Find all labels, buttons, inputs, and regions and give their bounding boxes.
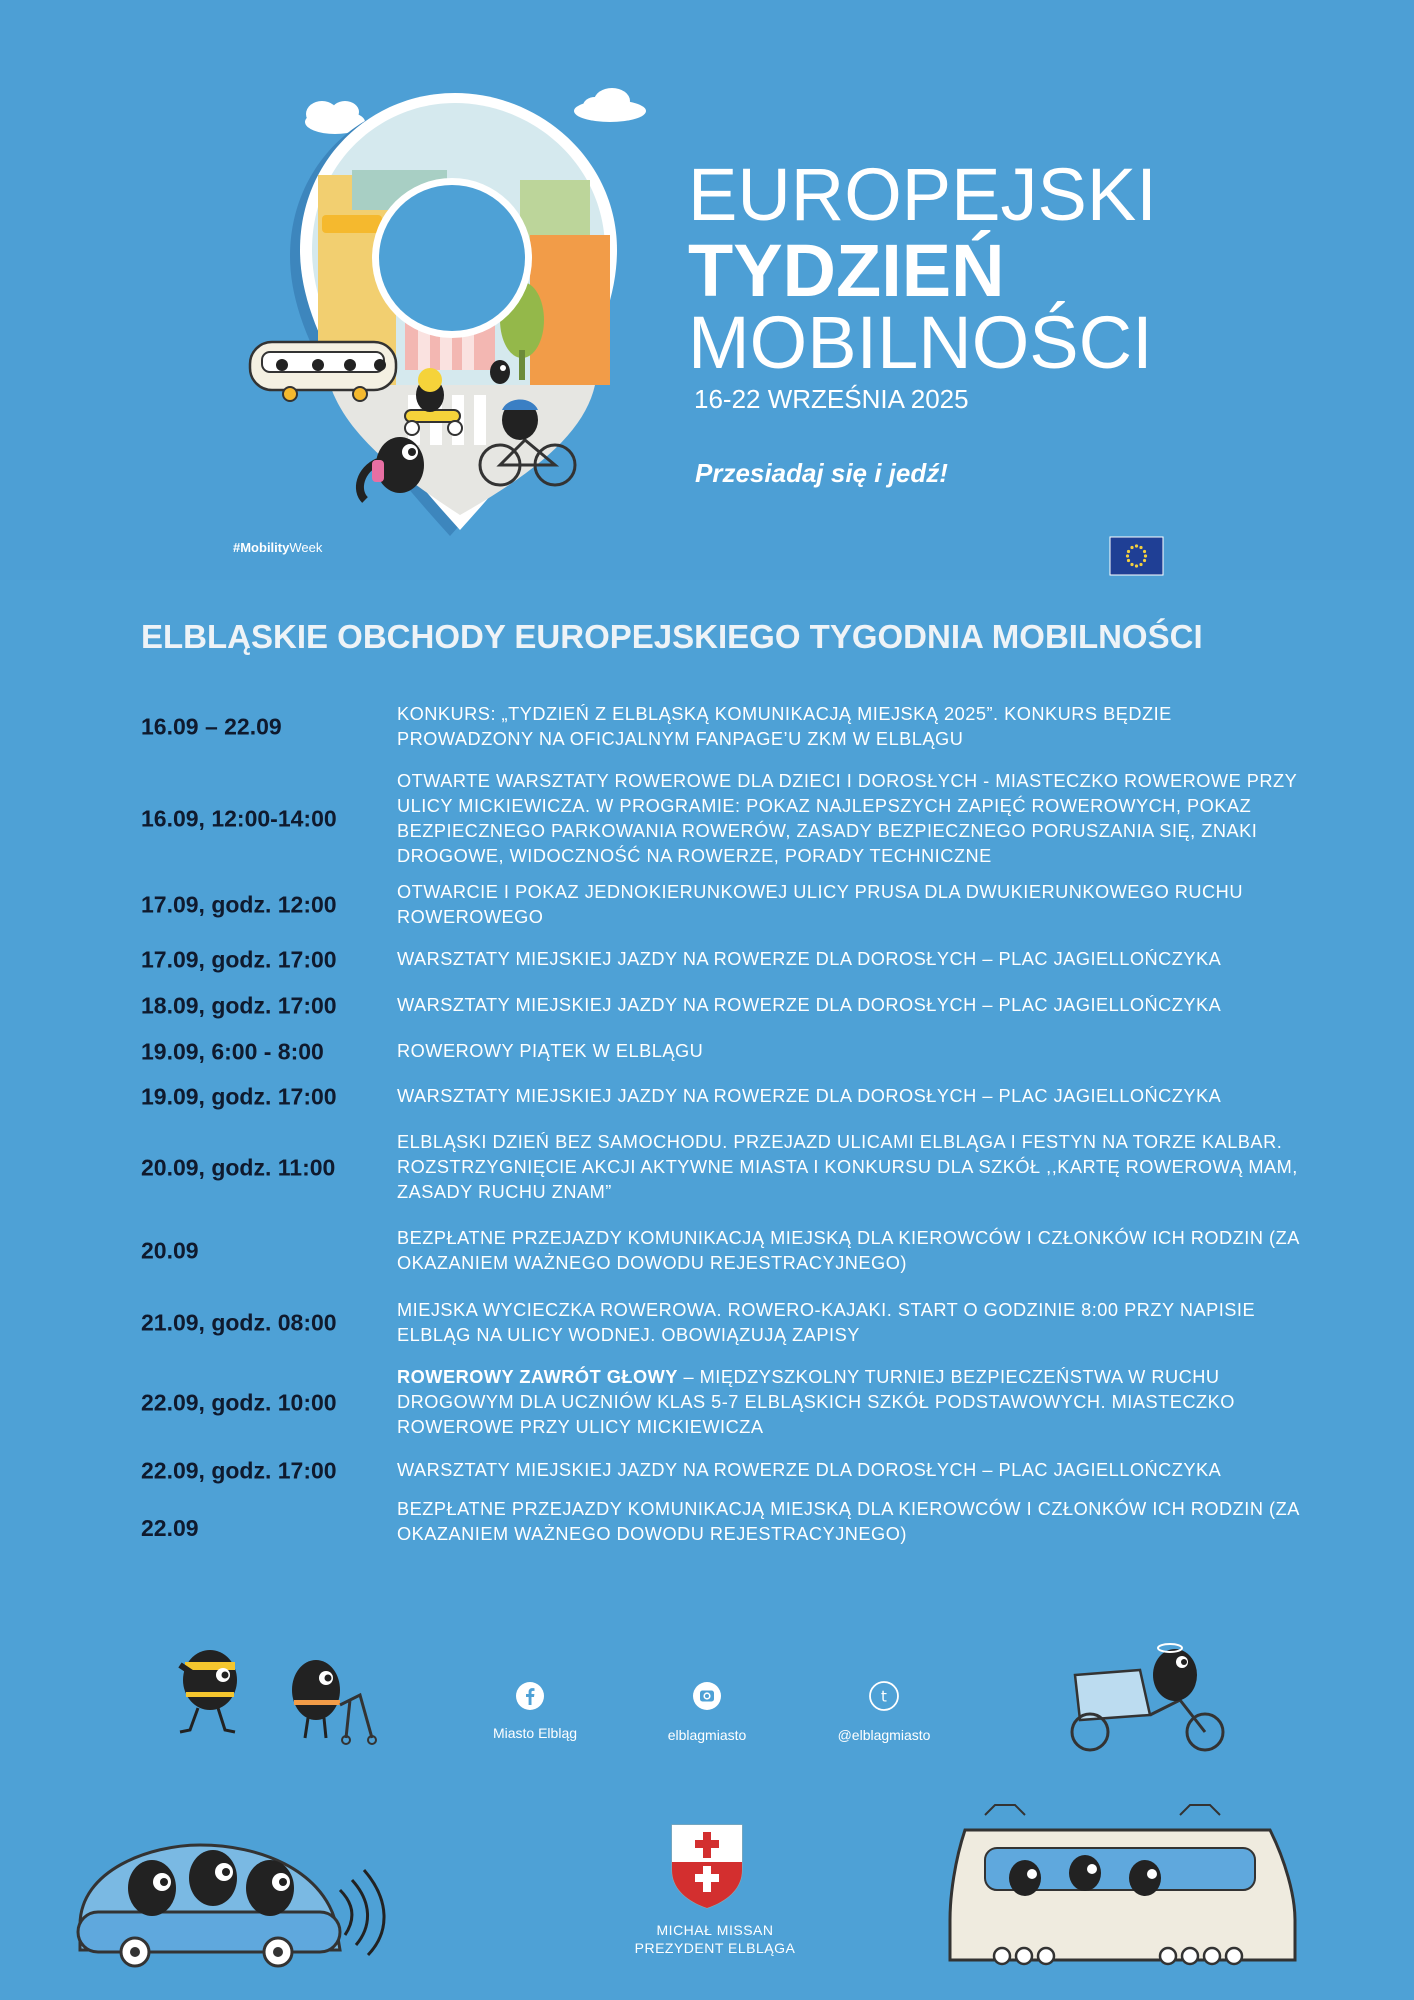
schedule-description-bold: ROWEROWY ZAWRÓT GŁOWY bbox=[397, 1367, 678, 1387]
eu-flag-icon bbox=[1110, 537, 1163, 575]
mayor-signature bbox=[600, 1921, 830, 1957]
tumblr-link[interactable] bbox=[869, 1681, 899, 1716]
facebook-label[interactable]: Miasto Elbląg bbox=[492, 1725, 578, 1741]
schedule-date: 16.09 – 22.09 bbox=[141, 713, 282, 740]
schedule-date: 16.09, 12:00-14:00 bbox=[141, 805, 337, 832]
schedule-description: ROWEROWY PIĄTEK W ELBLĄGU bbox=[397, 1041, 704, 1061]
schedule-description: BEZPŁATNE PRZEJAZDY KOMUNIKACJĄ MIEJSKĄ DLA KIEROWCÓW I CZŁONKÓW ICH RODZIN (ZA OKAZANIEM WAŻNEGO DOWODU REJESTRACYJNEGO) bbox=[397, 1499, 1299, 1544]
schedule-description: BEZPŁATNE PRZEJAZDY KOMUNIKACJĄ MIEJSKĄ DLA KIEROWCÓW I CZŁONKÓW ICH RODZIN (ZA OKAZANIEM WAŻNEGO DOWODU REJESTRACYJNEGO) bbox=[397, 1228, 1299, 1273]
schedule-description: OTWARCIE I POKAZ JEDNOKIERUNKOWEJ ULICY PRUSA DLA DWUKIERUNKOWEGO RUCHU ROWEROWEGO bbox=[397, 882, 1243, 927]
schedule-row bbox=[141, 769, 1301, 869]
schedule-description: OTWARTE WARSZTATY ROWEROWE DLA DZIECI I DOROSŁYCH - MIASTECZKO ROWEROWE PRZY ULICY MICKIEWICZA. W PROGRAMIE: POKAZ NAJLEPSZYCH ZAPIĘĆ ROWEROWYCH, POKAZ BEZPIECZNEGO PARKOWANIA ROWERÓW, ZASADY BEZPIECZNEGO PORUSZANIA SIĘ, ZNAKI DROGOWE, WIDOCZNOŚĆ NA ROWERZE, PORADY TECHNICZNE bbox=[397, 771, 1297, 866]
schedule-date: 18.09, godz. 17:00 bbox=[141, 992, 337, 1018]
instagram-link[interactable] bbox=[692, 1681, 722, 1716]
schedule-row bbox=[141, 947, 1301, 972]
schedule-row bbox=[141, 702, 1301, 752]
page-title: ELBLĄSKIE OBCHODY EUROPEJSKIEGO TYGODNIA MOBILNOŚCI bbox=[141, 618, 1203, 655]
schedule-description: ELBLĄSKI DZIEŃ BEZ SAMOCHODU. PRZEJAZD ULICAMI ELBLĄGA I FESTYN NA TORZE KALBAR. ROZSTRZYGNIĘCIE AKCJI AKTYWNE MIASTA I KONKURSU DLA SZKÓŁ ,,KARTĘ ROWEROWĄ MAM, ZASADY RUCHU ZNAM” bbox=[397, 1132, 1298, 1202]
facebook-icon bbox=[515, 1681, 545, 1711]
schedule-description: KONKURS: „TYDZIEŃ Z ELBLĄSKĄ KOMUNIKACJĄ MIEJSKĄ 2025”. KONKURS BĘDZIE PROWADZONY NA OFICJALNYM FANPAGE’U ZKM W ELBLĄGU bbox=[397, 704, 1172, 749]
car-character bbox=[78, 1845, 384, 1966]
title-line-1: EUROPEJSKI bbox=[688, 153, 1157, 236]
schedule-row bbox=[141, 993, 1301, 1018]
schedule-row bbox=[141, 1365, 1301, 1440]
schedule-row bbox=[141, 880, 1301, 930]
schedule-description: WARSZTATY MIEJSKIEJ JAZDY NA ROWERZE DLA DOROSŁYCH – PLAC JAGIELLOŃCZYKA bbox=[397, 949, 1222, 969]
hashtag bbox=[233, 540, 322, 555]
jogging-character bbox=[180, 1650, 237, 1732]
schedule-row bbox=[141, 1084, 1301, 1109]
schedule-row bbox=[141, 1497, 1301, 1547]
schedule-row bbox=[141, 1458, 1301, 1483]
schedule-date: 22.09 bbox=[141, 1515, 199, 1541]
tumblr-icon bbox=[869, 1681, 899, 1711]
schedule-date: 17.09, godz. 12:00 bbox=[141, 891, 337, 918]
title-line-2: TYDZIEŃ bbox=[688, 229, 1005, 312]
schedule-date: 20.09, godz. 11:00 bbox=[141, 1154, 336, 1180]
event-dates: 16-22 WRZEŚNIA 2025 bbox=[694, 384, 969, 414]
elblag-coat-of-arms-icon bbox=[672, 1825, 742, 1908]
schedule-description: WARSZTATY MIEJSKIEJ JAZDY NA ROWERZE DLA DOROSŁYCH – PLAC JAGIELLOŃCZYKA bbox=[397, 1460, 1222, 1480]
schedule-description bbox=[397, 1365, 1301, 1440]
schedule-date: 19.09, 6:00 - 8:00 bbox=[141, 1038, 324, 1064]
schedule-date: 22.09, godz. 10:00 bbox=[141, 1389, 337, 1415]
schedule-description: WARSZTATY MIEJSKIEJ JAZDY NA ROWERZE DLA DOROSŁYCH – PLAC JAGIELLOŃCZYKA bbox=[397, 1086, 1222, 1106]
elderly-walker-character bbox=[292, 1660, 376, 1744]
schedule-description: WARSZTATY MIEJSKIEJ JAZDY NA ROWERZE DLA DOROSŁYCH – PLAC JAGIELLOŃCZYKA bbox=[397, 995, 1222, 1015]
skater-character bbox=[490, 360, 510, 384]
schedule-date: 21.09, godz. 08:00 bbox=[141, 1309, 337, 1336]
svg-text:t: t bbox=[881, 1687, 887, 1706]
schedule-date: 17.09, godz. 17:00 bbox=[141, 946, 337, 972]
camera-icon bbox=[692, 1681, 722, 1711]
mayor-role: PREZYDENT ELBLĄGA bbox=[634, 1940, 796, 1956]
schedule-date: 20.09 bbox=[141, 1237, 199, 1264]
title-line-3: MOBILNOŚCI bbox=[688, 301, 1153, 384]
facebook-link[interactable] bbox=[515, 1681, 545, 1716]
instagram-label[interactable]: elblagmiasto bbox=[667, 1727, 747, 1743]
slogan: Przesiadaj się i jedź! bbox=[695, 458, 948, 488]
hashtag-rest: Week bbox=[289, 540, 323, 555]
tram-character bbox=[950, 1805, 1295, 1964]
tumblr-label[interactable]: @elblagmiasto bbox=[837, 1727, 931, 1743]
schedule-description-rest: – MIĘDZYSZKOLNY TURNIEJ BEZPIECZEŃSTWA W RUCHU DROGOWYM DLA UCZNIÓW KLAS 5-7 ELBLĄSKICH SZKÓŁ PODSTAWOWYCH. MIASTECZKO ROWEROWE PRZY ULICY MICKIEWICZA bbox=[397, 1367, 1235, 1437]
schedule-row bbox=[141, 1130, 1301, 1205]
cargo-bike-character bbox=[1072, 1644, 1223, 1750]
schedule-row bbox=[141, 1298, 1301, 1348]
schedule-description: MIEJSKA WYCIECZKA ROWEROWA. ROWERO-KAJAKI. START O GODZINIE 8:00 PRZY NAPISIE ELBLĄG NA ULICY WODNEJ. OBOWIĄZUJĄ ZAPISY bbox=[397, 1300, 1256, 1345]
schedule-date: 19.09, godz. 17:00 bbox=[141, 1083, 337, 1109]
hashtag-bold: #Mobility bbox=[233, 540, 290, 555]
mayor-name: MICHAŁ MISSAN bbox=[656, 1922, 774, 1938]
schedule-row bbox=[141, 1226, 1301, 1276]
schedule-date: 22.09, godz. 17:00 bbox=[141, 1457, 337, 1483]
schedule-row bbox=[141, 1039, 1301, 1064]
